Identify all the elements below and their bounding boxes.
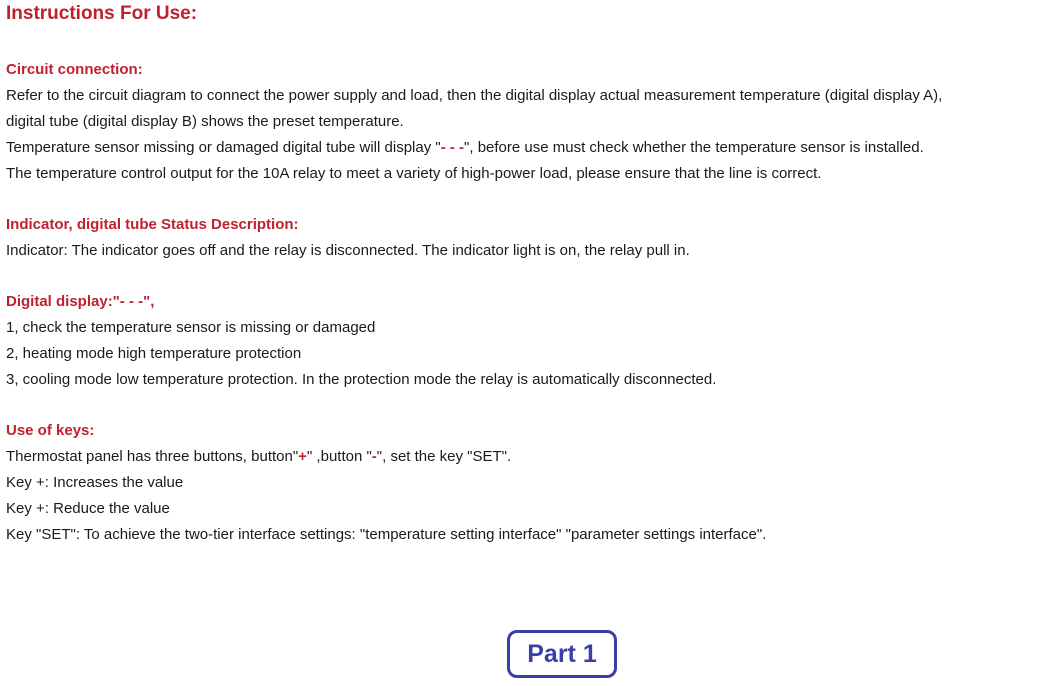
circuit-line-3-pre: Temperature sensor missing or damaged digital tube will display " [6,139,441,156]
keys-line-1 [6,444,1042,470]
indicator-line-1: Indicator: The indicator goes off and the relay is disconnected. The indicator light is on, the relay pull in. [6,242,690,259]
keys-section [6,418,1042,548]
digital-display-line-1: 1, check the temperature sensor is missing or damaged [6,319,376,336]
keys-heading: Use of keys: [6,422,95,439]
keys-line-1-post: ", set the key "SET". [376,448,512,465]
digital-display-section [6,289,1042,393]
circuit-line-3 [6,135,1042,161]
digital-display-line-2: 2, heating mode high temperature protection [6,345,302,362]
digital-display-heading: Digital display:"- - -", [6,293,155,310]
part-badge: Part 1 [507,630,617,678]
indicator-section [6,212,1042,264]
keys-line-3: Key +: Reduce the value [6,500,170,517]
digital-display-line-3: 3, cooling mode low temperature protection. In the protection mode the relay is automatically disconnected. [6,371,717,388]
circuit-line-2: digital tube (digital display B) shows the preset temperature. [6,113,404,130]
minus-symbol-text: - [371,448,377,465]
circuit-line-4: The temperature control output for the 10A relay to meet a variety of high-power load, please ensure that the line is correct. [6,165,822,182]
circuit-heading: Circuit connection: [6,61,143,78]
keys-line-2: Key +: Increases the value [6,474,184,491]
dash-display-text: - - - [440,139,465,156]
keys-line-1-mid: " ,button " [306,448,372,465]
circuit-line-3-post: ", before use must check whether the temperature sensor is installed. [464,139,924,156]
keys-line-4: Key "SET": To achieve the two-tier interface settings: "temperature setting interface" "parameter settings interface". [6,526,767,543]
plus-symbol-text: + [298,448,307,465]
circuit-line-1: Refer to the circuit diagram to connect the power supply and load, then the digital display actual measurement temperature (digital display A), [6,87,943,104]
keys-line-1-pre: Thermostat panel has three buttons, button" [6,448,299,465]
indicator-heading: Indicator, digital tube Status Description: [6,216,299,233]
page-title: Instructions For Use: [6,3,198,24]
circuit-section [6,57,1042,187]
